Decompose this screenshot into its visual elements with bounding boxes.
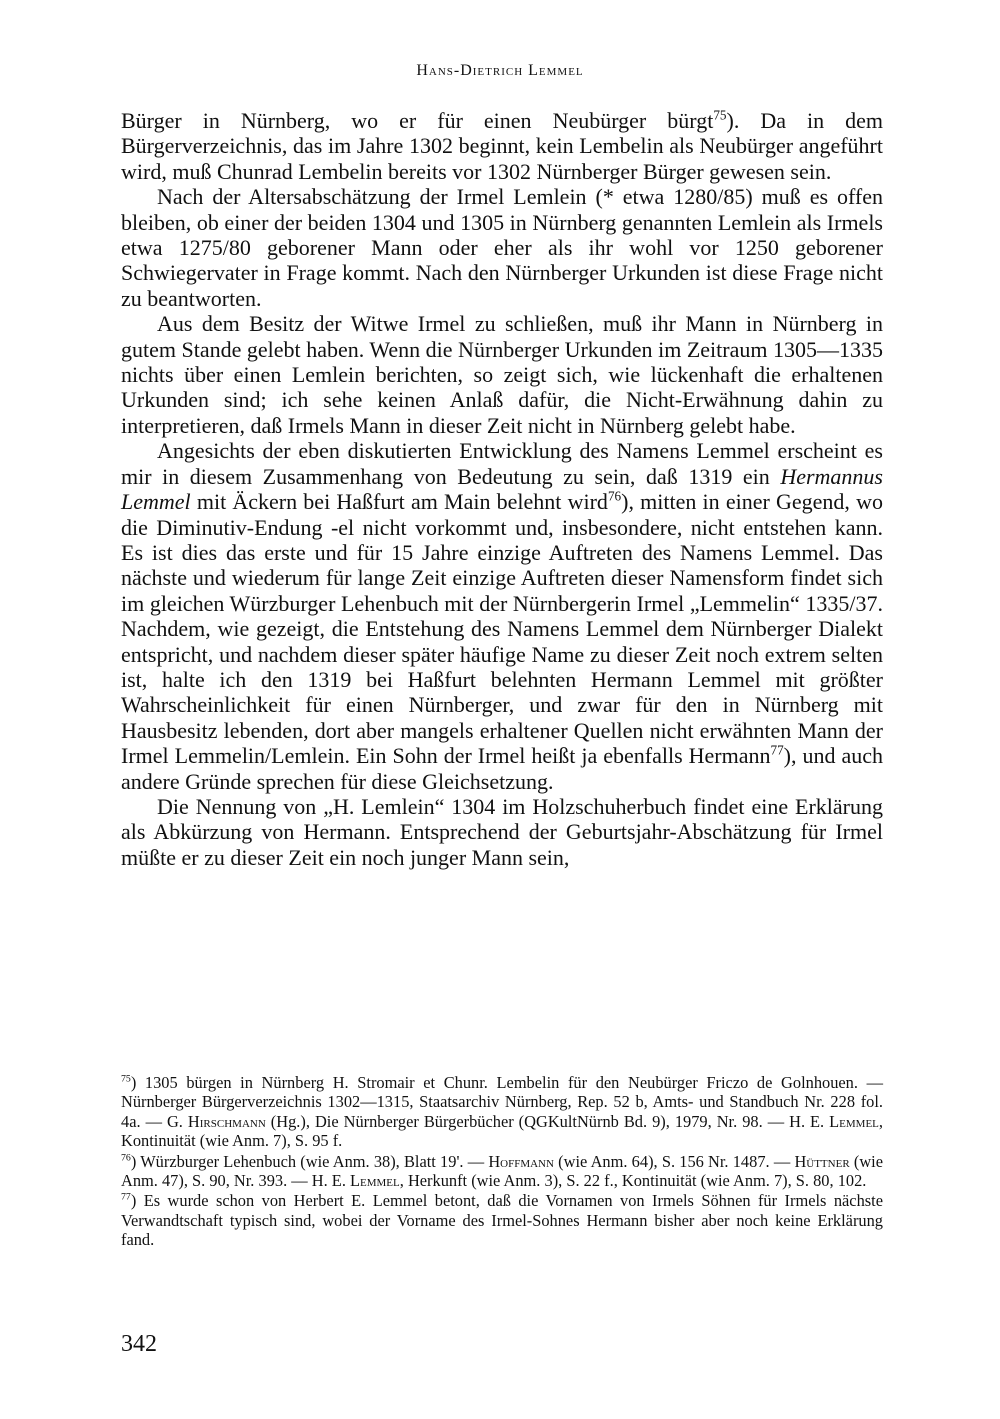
- footnote-75: $^{75}$) 1305 bürgen in Nürnberg H. Stromair et Chunr. Lembelin für den Neubürger Friczo de Golnhouen. — Nürnberger Bürgerverzeichnis 1302—1315, Staatsarchiv Nürnberg, Rep. 52 b, Amts- und Standbuch Nr. 228 fol. 4a. — G. Hirschmann (Hg.), Die Nürnberger Bürgerbücher (QGKultNürnb Bd. 9), 1979, Nr. 98. — H. E. Lemmel, Kontinuität (wie Anm. 7), S. 95 f.: [121, 1073, 884, 1151]
- page-number: 342: [121, 1331, 157, 1357]
- running-header: Hans-Dietrich Lemmel: [416, 62, 584, 79]
- paragraph-2: Nach der Altersabschätzung der Irmel Lemlein (* etwa 1280/85) muß es offen bleiben, ob einer der beiden 1304 und 1305 in Nürnberg genannten Lemlein als Irmels etwa 1275/80 geborener Mann oder eher als ihr wohl vor 1250 geborener Schwiegervater in Frage kommt. Nach den Nürnberger Urkunden ist diese Frage nicht zu beantworten.: [121, 184, 883, 311]
- main-text: [121, 108, 883, 870]
- paragraph-3: Aus dem Besitz der Witwe Irmel zu schließen, muß ihr Mann in Nürnberg in gutem Stande gelebt haben. Wenn die Nürnberger Urkunden im Zeitraum 1305—1335 nichts über einen Lemlein berichten, so zeigt sich, wie lückenhaft die erhaltenen Urkunden sind; ich sehe keinen Anlaß dafür, die Nicht-Erwähnung dahin zu interpretieren, daß Irmels Mann in dieser Zeit nicht in Nürnberg gelebt habe.: [121, 311, 883, 438]
- paragraph-1: Bürger in Nürnberg, wo er für einen Neubürger bürgt$^{75}$). Da in dem Bürgerverzeichnis, das im Jahre 1302 beginnt, kein Lembelin als Neubürger angeführt wird, muß Chunrad Lembelin bereits vor 1302 Nürnberger Bürger gewesen sein.: [121, 107, 884, 184]
- italic-name: Hermannus Lemmel: [121, 463, 883, 515]
- footnote-ref-77[interactable]: 77: [770, 742, 784, 758]
- paragraph-4: Angesichts der eben diskutierten Entwicklung des Namens Lemmel erscheint es mir in diesem Zusammenhang von Bedeutung zu sein, daß 1319 ein Hermannus Lemmel mit Äckern bei Haßfurt am Main belehnt wird$^{76}$), mitten in einer Gegend, wo die Diminutiv-Endung -el nicht vorkommt und, insbesondere, nicht entstehen kann. Es ist dies das erste und für 15 Jahre einzige Auftreten des Namens Lemmel. Das nächste und wiederum für lange Zeit einzige Auftreten dieser Namensform findet sich im gleichen Würzburger Lehenbuch mit der Nürnbergerin Irmel „Lemmelin“ 1335/37. Nachdem, wie gezeigt, die Entstehung des Namens Lemmel dem Nürnberger Dialekt entspricht, und nachdem dieser später häufige Name zu dieser Zeit noch extrem selten ist, halte ich den 1319 bei Haßfurt belehnten Hermann Lemmel mit größter Wahrscheinlichkeit für einen Nürnberger, und zwar für den in Nürnberg mit Hausbesitz lebenden, dort aber mangels erhaltener Quellen nicht erwähnten Mann der Irmel Lemmelin/Lemlein. Ein Sohn der Irmel heißt ja ebenfalls Hermann$^{77}$), und auch andere Gründe sprechen für diese Gleichsetzung.: [121, 438, 883, 794]
- paragraph-5: Die Nennung von „H. Lemlein“ 1304 im Holzschuherbuch findet eine Erklärung als Abkürzung von Hermann. Entsprechend der Geburtsjahr-Abschätzung für Irmel müßte er zu dieser Zeit ein noch junger Mann sein,: [121, 793, 883, 870]
- footnote-ref-75[interactable]: 75: [713, 107, 727, 123]
- footnotes: [121, 1073, 883, 1251]
- footnote-ref-76[interactable]: 76: [607, 488, 622, 504]
- footnote-76: $^{76}$) Würzburger Lehenbuch (wie Anm. 38), Blatt 19'. — Hoffmann (wie Anm. 64), S. 156 Nr. 1487. — Hüttner (wie Anm. 47), S. 90, Nr. 393. — H. E. Lemmel, Herkunft (wie Anm. 3), S. 22 f., Kontinuität (wie Anm. 7), S. 80, 102.: [121, 1151, 884, 1191]
- footnote-77: $^{77}$) Es wurde schon von Herbert E. Lemmel betont, daß die Vornamen von Irmels Söhnen für Irmels nächste Verwandtschaft typisch sind, wobei der Vorname des Irmel-Sohnes Hermann bisher aber noch keine Erklärung fand.: [121, 1191, 883, 1250]
